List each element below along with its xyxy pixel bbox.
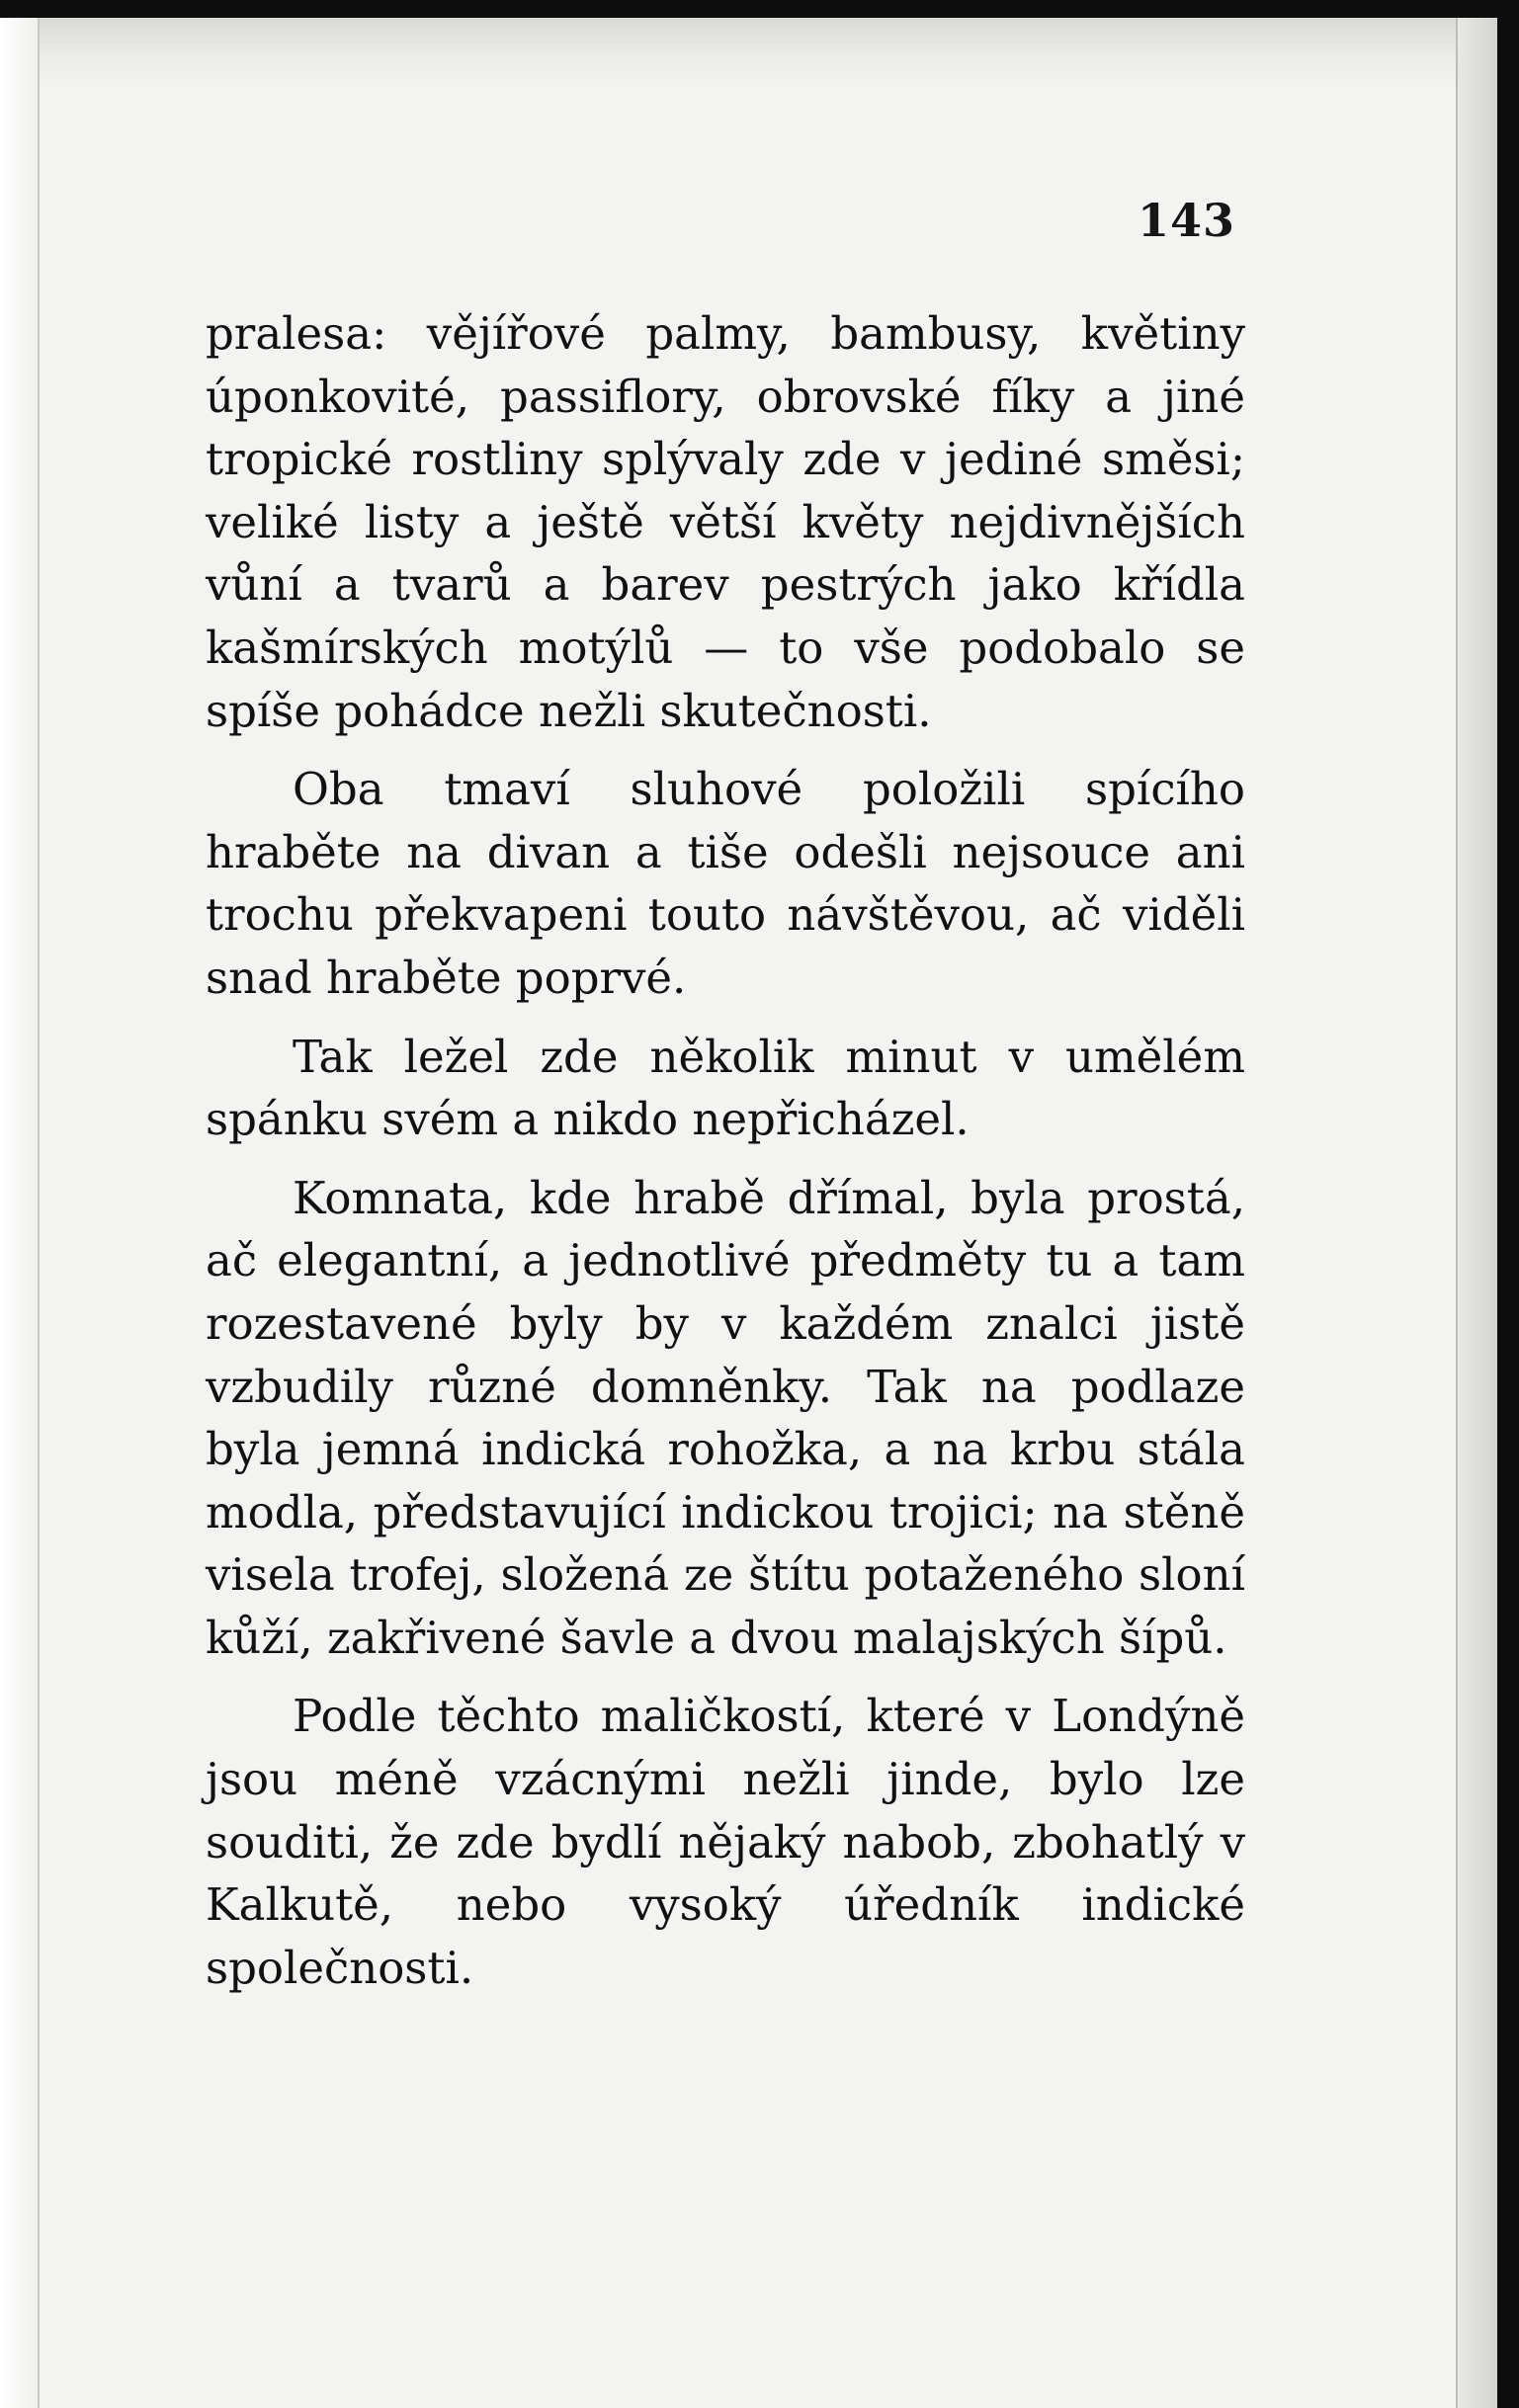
page-gutter-left	[0, 18, 40, 2408]
paragraph-3: Tak ležel zde několik minut v umělém spánku svém a nikdo nepřicházel.	[206, 1030, 1245, 1146]
page-edge-right	[1456, 18, 1497, 2408]
paragraph-2: Oba tmaví sluhové položili spícího hraběte na divan a tiše odešli nejsouce ani trochu překvapeni touto návštěvou, ač viděli snad hraběte poprvé.	[206, 763, 1245, 1004]
paragraph-1: pralesa: vějířové palmy, bambusy, květiny úponkovité, passiflory, obrovské fíky a jiné tropické rostliny splývaly zde v jediné směsi; veliké listy a ještě větší květy nejdivnějších vůní a tvarů a barev pestrých jako křídla kašmírských motýlů — to vše podobalo se spíše pohádce nežli skutečnosti.	[206, 307, 1245, 737]
paragraph-4: Komnata, kde hrabě dřímal, byla prostá, ač elegantní, a jednotlivé předměty tu a tam rozestavené byly by v každém znalci jistě vzbudily různé domněnky. Tak na podlaze byla jemná indická rohožka, a na krbu stála modla, představující indickou trojici; na stěně visela trofej, složená ze štítu potaženého sloní kůží, zakřivené šavle a dvou malajských šípů.	[206, 1171, 1245, 1664]
page-shadow-top	[0, 18, 1497, 87]
paragraph-5: Podle těchto maličkostí, které v Londýně jsou méně vzácnými nežli jinde, bylo lze souditi, že zde bydlí nějaký nabob, zbohatlý v Kalkutě, nebo vysoký úředník indické společnosti.	[206, 1690, 1245, 1994]
page-number: 143	[1137, 194, 1235, 247]
body-text	[206, 302, 1245, 2015]
book-page	[0, 18, 1497, 2408]
